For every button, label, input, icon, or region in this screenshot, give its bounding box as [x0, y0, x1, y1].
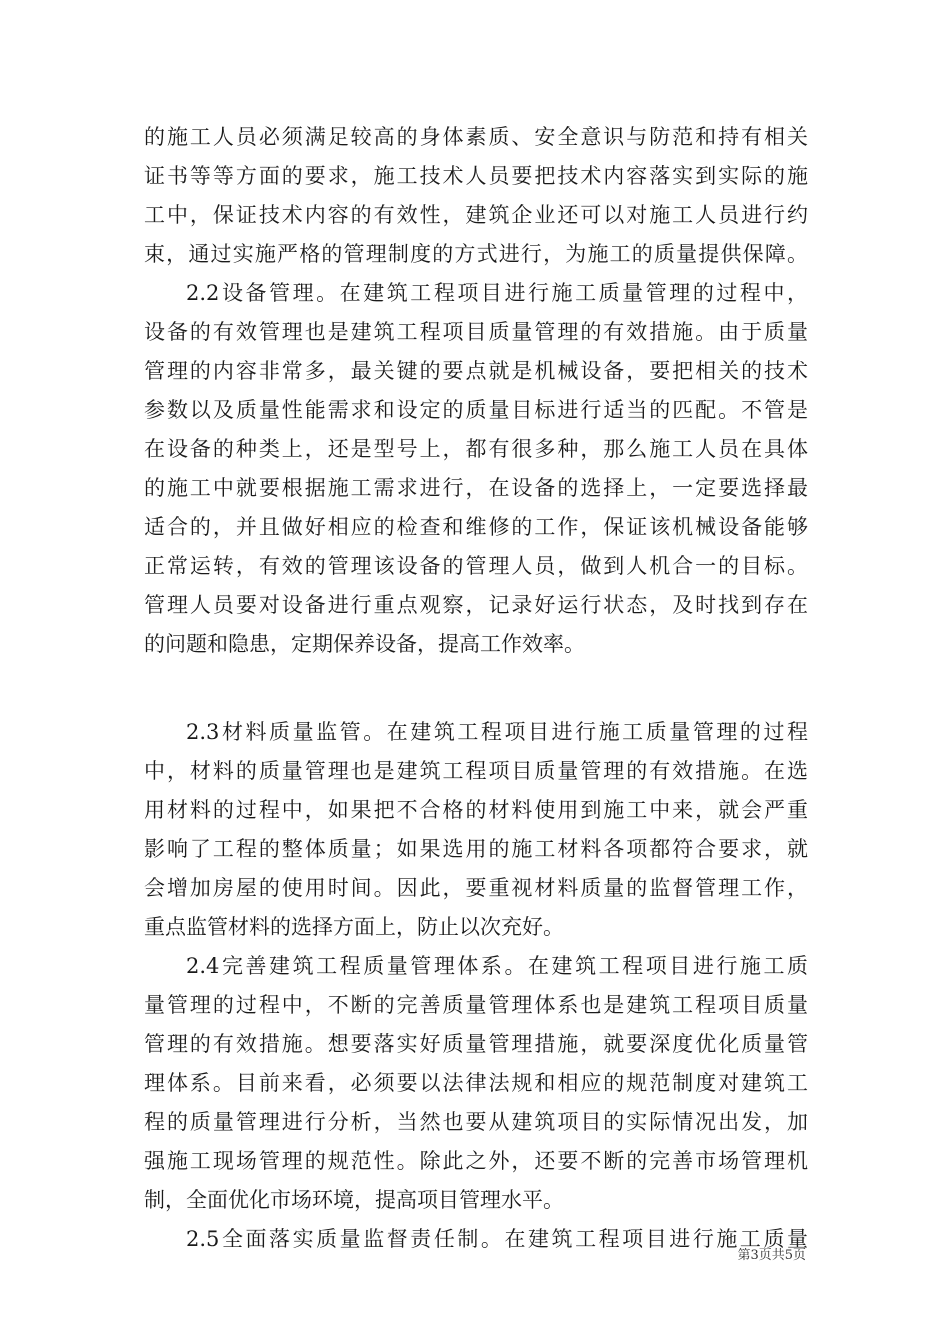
- text-line: 管理的有效措施。想要落实好质量管理措施，就要深度优化质量管: [144, 1032, 808, 1056]
- text-line: 正常运转，有效的管理该设备的管理人员，做到人机合一的目标。: [144, 554, 808, 578]
- text-line: 工中，保证技术内容的有效性，建筑企业还可以对施工人员进行约: [144, 203, 808, 227]
- text-line: 适合的，并且做好相应的检查和维修的工作，保证该机械设备能够: [144, 515, 808, 539]
- text-line: 强施工现场管理的规范性。除此之外，还要不断的完善市场管理机: [144, 1149, 808, 1173]
- text-line: 重点监管材料的选择方面上，防止以次充好。: [144, 915, 564, 939]
- text-line: 用材料的过程中，如果把不合格的材料使用到施工中来，就会严重: [144, 798, 808, 822]
- text-line: 2.4完善建筑工程质量管理体系。在建筑工程项目进行施工质: [186, 954, 808, 978]
- text-line: 证书等等方面的要求，施工技术人员要把技术内容落实到实际的施: [144, 164, 808, 188]
- text-line: 中，材料的质量管理也是建筑工程项目质量管理的有效措施。在选: [144, 759, 808, 783]
- text-line: 2.2设备管理。在建筑工程项目进行施工质量管理的过程中，: [186, 281, 808, 305]
- text-line: 量管理的过程中，不断的完善质量管理体系也是建筑工程项目质量: [144, 993, 808, 1017]
- paragraph: [144, 118, 808, 274]
- spacer: [144, 703, 808, 713]
- text-line: 束，通过实施严格的管理制度的方式进行，为施工的质量提供保障。: [144, 242, 808, 266]
- blank-line: [144, 664, 808, 703]
- text-line: 参数以及质量性能需求和设定的质量目标进行适当的匹配。不管是: [144, 398, 808, 422]
- paragraph: [144, 1220, 808, 1259]
- text-line: 的问题和隐患，定期保养设备，提高工作效率。: [144, 632, 585, 656]
- text-line: 的施工人员必须满足较高的身体素质、安全意识与防范和持有相关: [144, 125, 808, 149]
- text-line: 设备的有效管理也是建筑工程项目质量管理的有效措施。由于质量: [144, 320, 808, 344]
- text-line: 制，全面优化市场环境，提高项目管理水平。: [144, 1188, 564, 1212]
- text-line: 管理人员要对设备进行重点观察，记录好运行状态，及时找到存在: [144, 593, 808, 617]
- text-line: 管理的内容非常多，最关键的要点就是机械设备，要把相关的技术: [144, 359, 808, 383]
- text-line: 2.5全面落实质量监督责任制。在建筑工程项目进行施工质量: [186, 1227, 808, 1251]
- document-body: [144, 118, 808, 1259]
- text-line: 会增加房屋的使用时间。因此，要重视材料质量的监督管理工作，: [144, 876, 808, 900]
- paragraph: [144, 713, 808, 947]
- text-line: 影响了工程的整体质量；如果选用的施工材料各项都符合要求，就: [144, 837, 808, 861]
- text-line: 2.3材料质量监管。在建筑工程项目进行施工质量管理的过程: [186, 720, 808, 744]
- text-line: 程的质量管理进行分析，当然也要从建筑项目的实际情况出发，加: [144, 1110, 808, 1134]
- paragraph: [144, 274, 808, 664]
- text-line: 的施工中就要根据施工需求进行，在设备的选择上，一定要选择最: [144, 476, 808, 500]
- text-line: 理体系。目前来看，必须要以法律法规和相应的规范制度对建筑工: [144, 1071, 808, 1095]
- paragraph: [144, 947, 808, 1220]
- text-line: 在设备的种类上，还是型号上，都有很多种，那么施工人员在具体: [144, 437, 808, 461]
- page-number: 第3页共5页: [737, 1248, 806, 1263]
